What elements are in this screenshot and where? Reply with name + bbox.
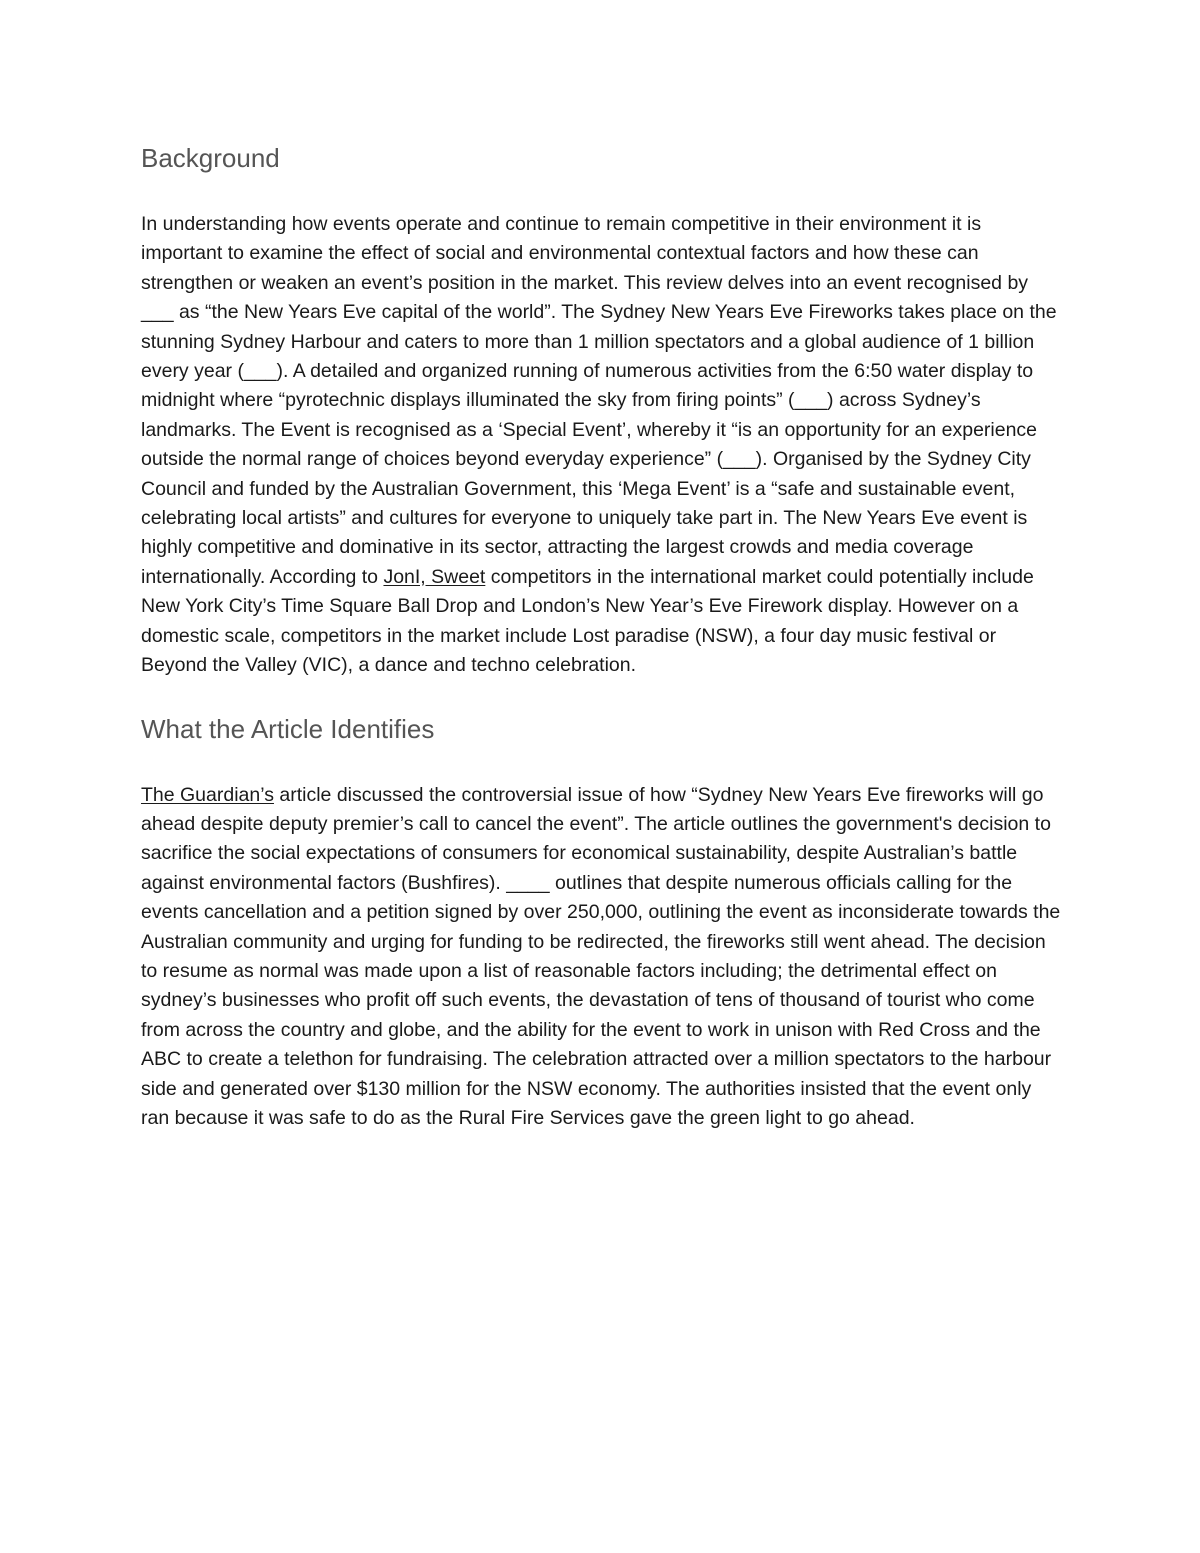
background-text-part1: In understanding how events operate and continue to remain competitive in their environment it is important to examine the effect of social and environmental contextual factors and how these can strengthen or weaken an event’s position in the market. This review delves into an event recognised by ___ as “the New Years Eve capital of the world”. The Sydney New Years Eve Fireworks takes place on the stunning Sydney Harbour and caters to more than 1 million spectators and a global audience of 1 billion every year (___). A detailed and organized running of numerous activities from the 6:50 water display to midnight where “pyrotechnic displays illuminated the sky from firing points” (___) across Sydney’s landmarks. The Event is recognised as a ‘Special Event’, whereby it “is an opportunity for an experience outside the normal range of choices beyond everyday experience” (___). Organised by the Sydney City Council and funded by the Australian Government, this ‘Mega Event’ is a “safe and sustainable event, celebrating local artists” and cultures for everyone to uniquely take part in. The New Years Eve event is highly competitive and dominative in its sector, attracting the largest crowds and media coverage internationally. According to: [141, 213, 1057, 588]
article-text-part1: article discussed the controversial issue of how “Sydney New Years Eve fireworks will go ahead despite deputy premier’s call to cancel the event”. The article outlines the government's decision to sacrifice the social expectations of consumers for economical sustainability, despite Australian’s battle against environmental factors (Bushfires). ____ outlines that despite numerous officials calling for the events cancellation and a petition signed by over 250,000, outlining the event as inconsiderate towards the Australian community and urging for funding to be redirected, the fireworks still went ahead. The decision to resume as normal was made upon a list of reasonable factors including; the detrimental effect on sydney’s businesses who profit off such events, the devastation of tens of thousand of tourist who come from across the country and globe, and the ability for the event to work in unison with Red Cross and the ABC to create a telethon for fundraising. The celebration attracted over a million spectators to the harbour side and generated over $130 million for the NSW economy. The authorities insisted that the event only ran because it was safe to do as the Rural Fire Services gave the green light to go ahead.: [141, 783, 1061, 1129]
citation-link-the-guardian[interactable]: The Guardian’s: [141, 783, 274, 806]
background-text-part2: competitors in the international market could potentially include New York City’s Time Square Ball Drop and London’s New Year’s Eve Firework display. However on a domestic scale, competitors in the market include Lost paradise (NSW), a four day music festival or Beyond the Valley (VIC), a dance and techno celebration.: [141, 565, 1034, 677]
citation-link-jonl-sweet[interactable]: JonI, Sweet: [383, 565, 486, 588]
document-content: [141, 140, 1063, 1133]
article-paragraph: [141, 781, 1063, 1134]
background-paragraph: [141, 210, 1063, 681]
section-heading-article: What the Article Identifies: [141, 713, 435, 744]
section-heading-background: Background: [141, 143, 280, 173]
